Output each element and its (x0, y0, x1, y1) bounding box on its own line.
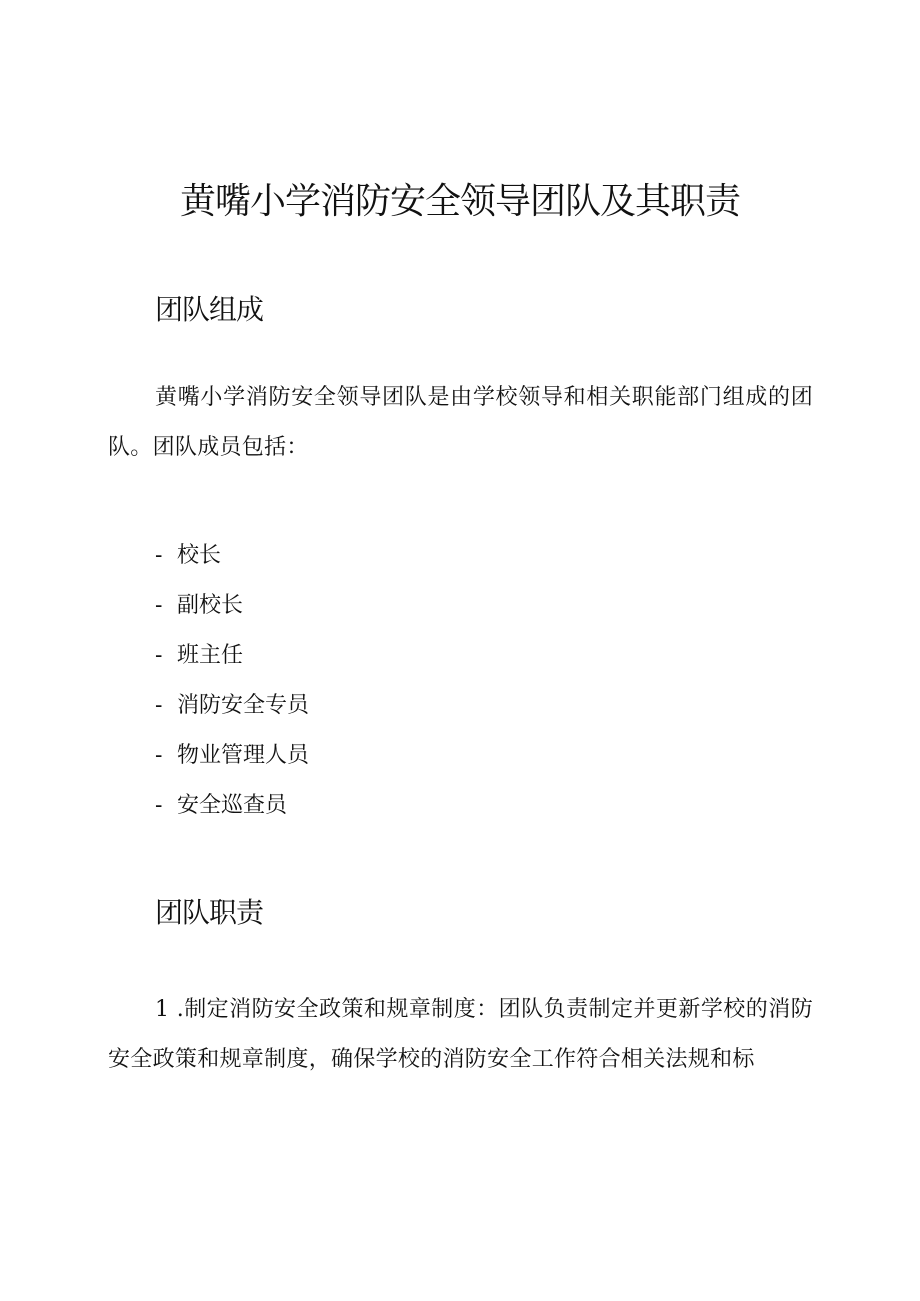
list-item (155, 781, 309, 831)
document-title: 黄嘴小学消防安全领导团队及其职责 (179, 181, 740, 222)
list-item (155, 531, 309, 581)
member-label: 物业管理人员 (177, 743, 310, 768)
list-marker: - (155, 593, 163, 618)
list-item (155, 581, 309, 631)
section-heading-team-duties: 团队职责 (155, 896, 264, 929)
list-marker: - (155, 743, 163, 768)
list-marker: - (155, 793, 163, 818)
team-member-list (155, 531, 309, 831)
member-label: 安全巡查员 (177, 793, 288, 818)
member-label: 校长 (177, 543, 222, 568)
member-label: 副校长 (177, 593, 244, 618)
list-item (155, 681, 309, 731)
list-item (155, 731, 309, 781)
list-marker: - (155, 543, 163, 568)
member-label: 消防安全专员 (177, 693, 310, 718)
team-composition-paragraph: 黄嘴小学消防安全领导团队是由学校领导和相关职能部门组成的团队。团队成员包括： (108, 385, 813, 460)
member-label: 班主任 (177, 643, 244, 668)
section-heading-team-composition: 团队组成 (155, 293, 264, 326)
list-marker: - (155, 643, 163, 668)
list-marker: - (155, 693, 163, 718)
duty-paragraph: 1 .制定消防安全政策和规章制度：团队负责制定并更新学校的消防安全政策和规章制度，确保学校的消防安全工作符合相关法规和标 (108, 997, 813, 1072)
list-item (155, 631, 309, 681)
